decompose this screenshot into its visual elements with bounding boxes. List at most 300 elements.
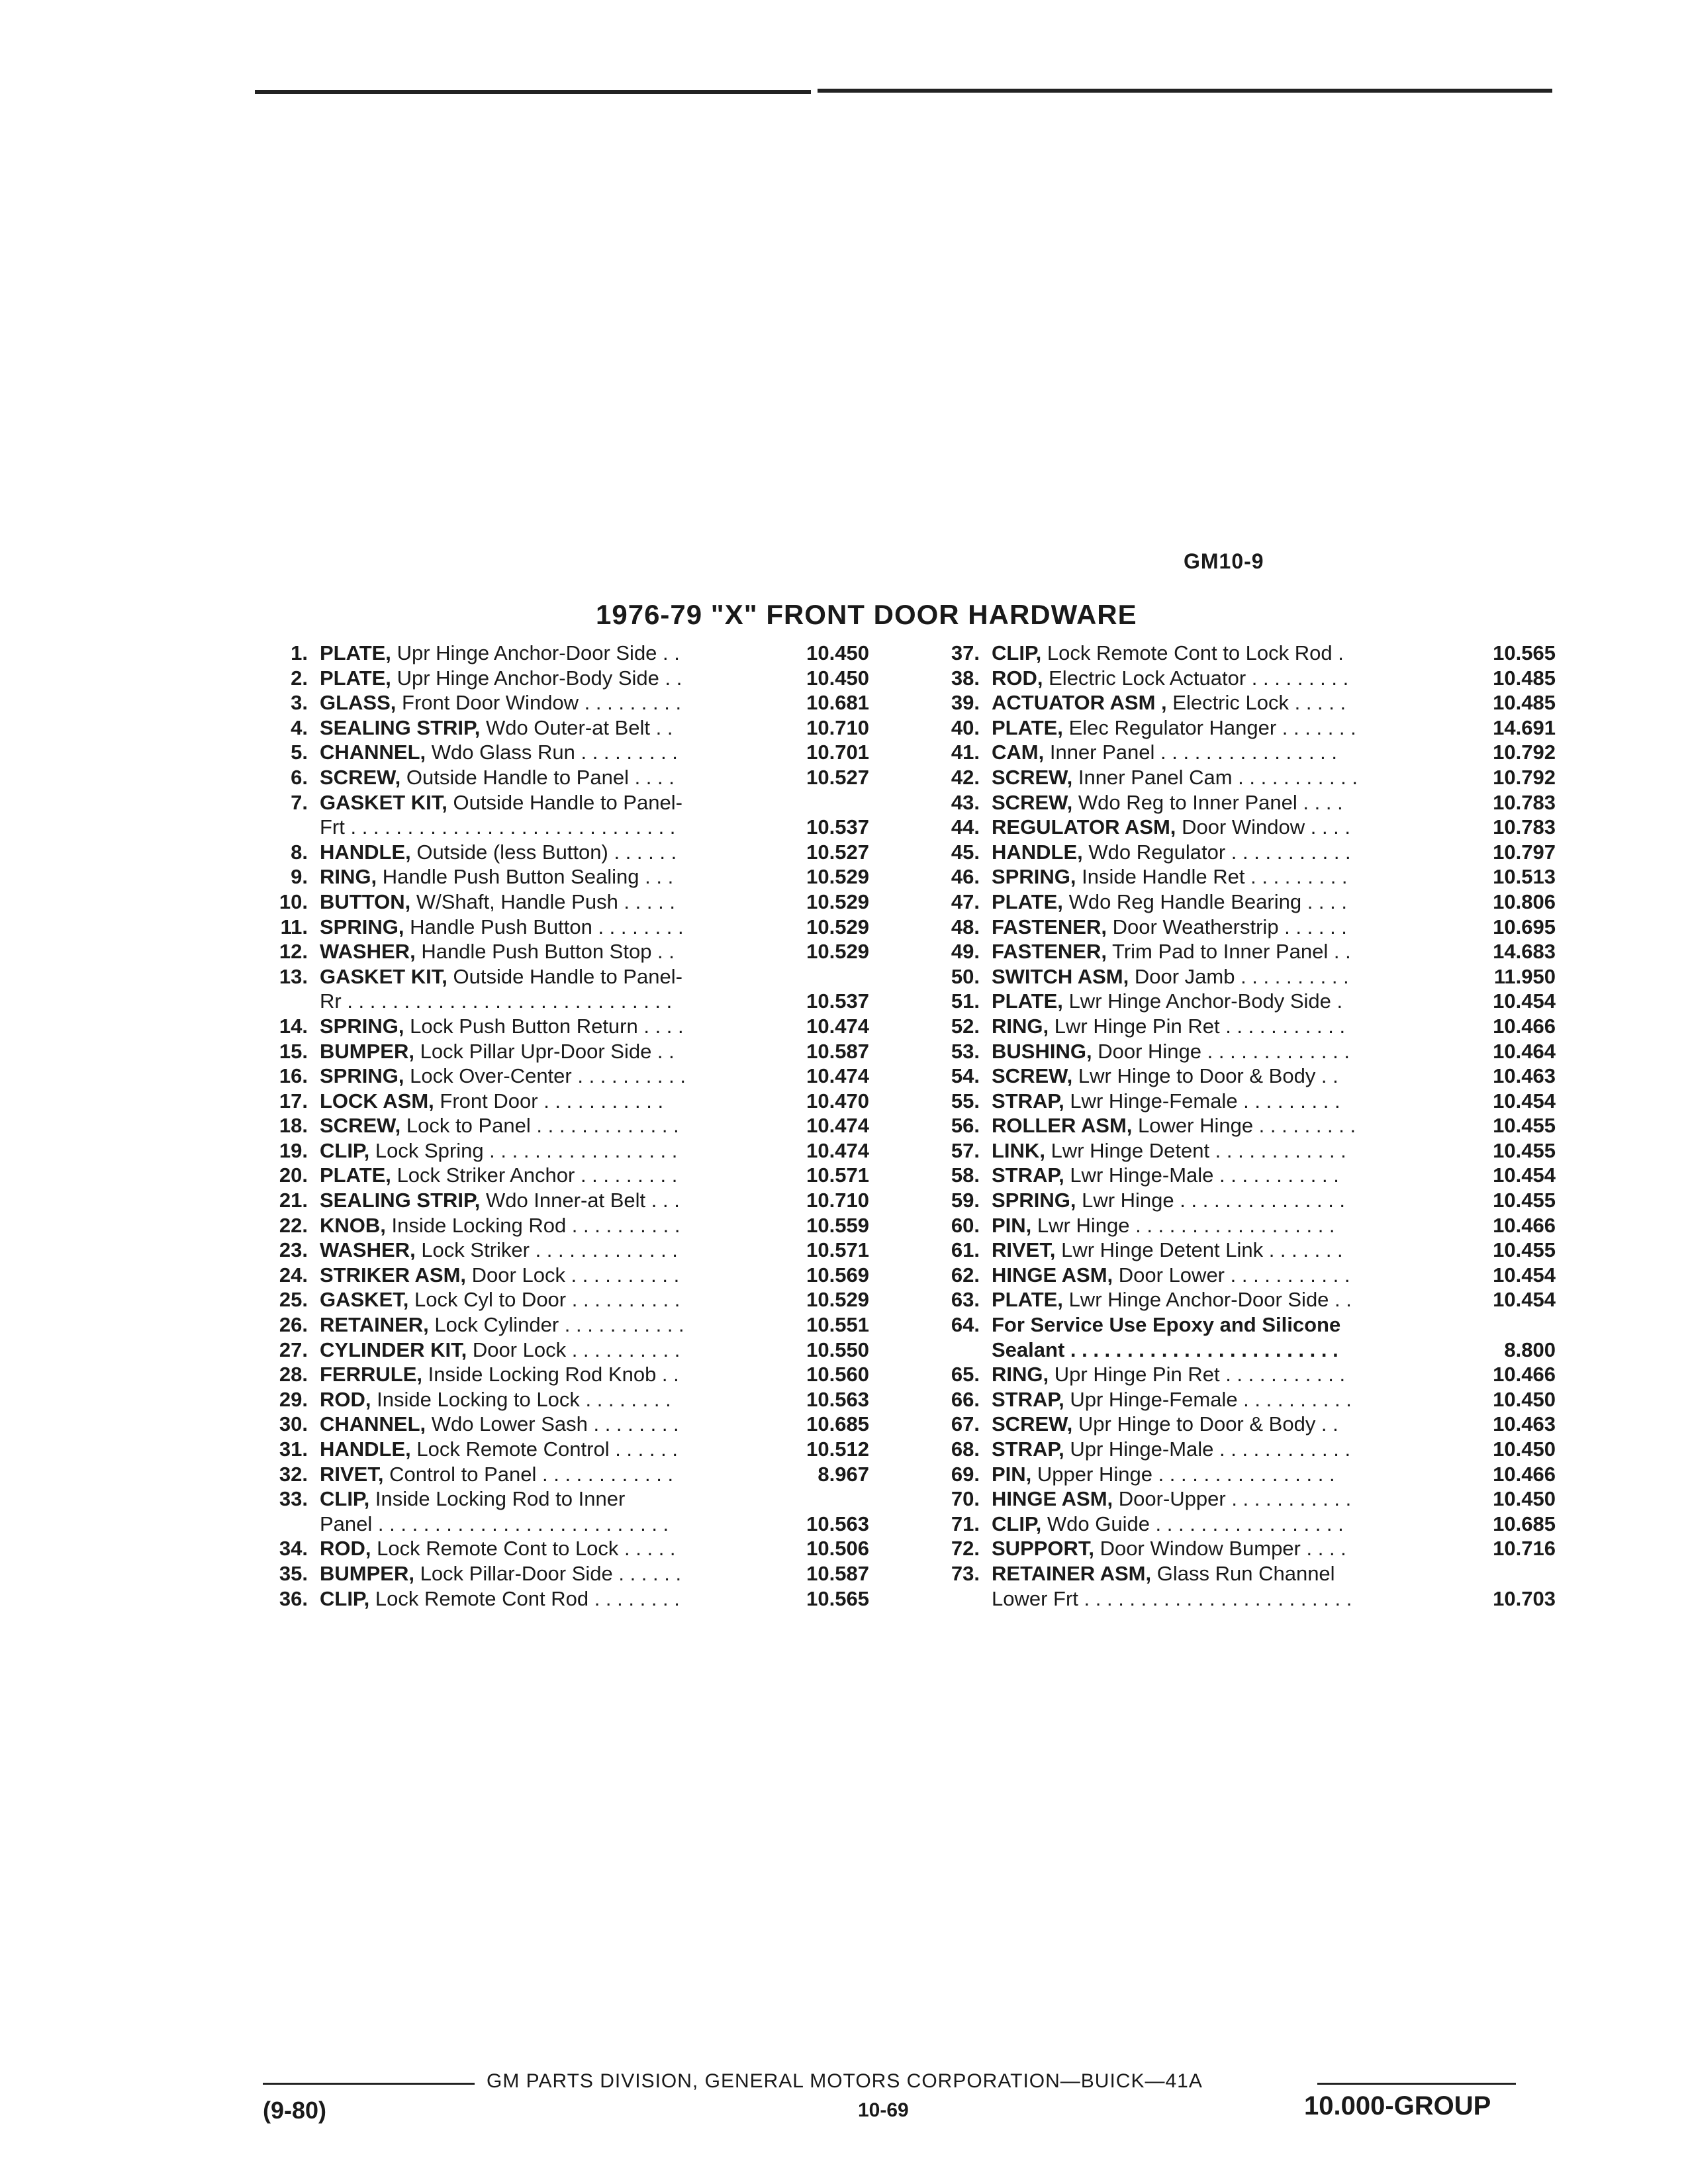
group-number: 10.797: [1493, 840, 1556, 864]
item-description: [992, 840, 1433, 865]
item-number: 21.: [279, 1189, 308, 1212]
parts-list-item: [927, 1138, 1556, 1163]
part-detail: Front Door . . . . . . . . . . .: [440, 1089, 664, 1113]
group-number: 10.455: [1493, 1138, 1556, 1162]
item-number: 22.: [279, 1213, 308, 1237]
part-detail: Outside Handle to Panel-: [453, 964, 682, 988]
parts-list-item: [927, 1064, 1556, 1089]
item-description: [992, 1213, 1433, 1238]
part-detail-continued: Sealant . . . . . . . . . . . . . . . . . . . . . . . .: [992, 1338, 1338, 1361]
footer-revision: (9-80): [263, 2097, 327, 2124]
part-name: STRAP,: [992, 1387, 1064, 1411]
item-number: 45.: [951, 840, 980, 864]
part-detail: Lwr Hinge . . . . . . . . . . . . . . .: [1082, 1189, 1346, 1212]
group-number: 10.466: [1493, 1462, 1556, 1486]
part-detail: Handle Push Button . . . . . . . .: [410, 915, 684, 938]
group-number: 8.967: [818, 1462, 869, 1486]
part-name: GASKET KIT,: [320, 964, 447, 988]
part-detail: Lock to Panel . . . . . . . . . . . . .: [406, 1114, 679, 1138]
group-number: 14.691: [1493, 715, 1556, 739]
part-detail: Inner Panel Cam . . . . . . . . . . .: [1078, 765, 1358, 789]
group-number: 10.466: [1493, 1014, 1556, 1038]
group-number: 10.806: [1493, 889, 1556, 913]
item-number: 47.: [951, 889, 980, 913]
group-number: 10.454: [1493, 1263, 1556, 1287]
part-detail: Lwr Hinge Detent . . . . . . . . . . . .: [1051, 1138, 1346, 1162]
parts-list-item: [255, 864, 874, 889]
item-number: 72.: [951, 1537, 980, 1561]
item-description: [320, 1387, 750, 1412]
parts-list-item: [255, 1089, 874, 1114]
parts-list-item: [255, 740, 874, 765]
parts-list-item: [255, 1586, 874, 1612]
part-name: BUMPER,: [320, 1561, 414, 1585]
part-name: SCREW,: [992, 765, 1073, 789]
group-number: 10.485: [1493, 666, 1556, 690]
parts-list-item: [255, 840, 874, 865]
group-number: 10.710: [806, 715, 869, 739]
item-number: 31.: [279, 1437, 308, 1461]
item-description: [320, 790, 750, 815]
parts-list-item: [927, 1561, 1556, 1586]
part-name: LINK,: [992, 1138, 1045, 1162]
item-description: [992, 1512, 1433, 1537]
part-name: SEALING STRIP,: [320, 715, 481, 739]
part-detail: Lwr Hinge Anchor-Door Side . .: [1068, 1288, 1352, 1312]
item-description: [992, 715, 1433, 741]
group-number: 10.587: [806, 1039, 869, 1063]
item-number: 69.: [951, 1462, 980, 1486]
parts-list-item: [927, 989, 1556, 1014]
part-name: SPRING,: [992, 1189, 1076, 1212]
page-title: 1976-79 "X" FRONT DOOR HARDWARE: [596, 599, 1137, 630]
part-name: ACTUATOR ASM ,: [992, 691, 1167, 715]
group-number: 10.710: [806, 1189, 869, 1212]
parts-list-left: [255, 641, 874, 1611]
parts-list-item: [255, 1561, 874, 1586]
part-name: ROD,: [992, 666, 1043, 690]
part-name: WASHER,: [320, 1238, 416, 1262]
part-name: PIN,: [992, 1213, 1032, 1237]
part-name: CLIP,: [992, 1512, 1042, 1535]
parts-list-item: [255, 1213, 874, 1238]
parts-list-item: [927, 864, 1556, 889]
group-number: 10.455: [1493, 1238, 1556, 1262]
item-number: 34.: [279, 1537, 308, 1561]
part-name: CLIP,: [992, 641, 1042, 664]
part-detail-continued: Lower Frt . . . . . . . . . . . . . . . . . . . . . . . .: [992, 1586, 1352, 1610]
item-number: 67.: [951, 1412, 980, 1436]
top-rule-left: [255, 90, 811, 94]
parts-list-item: [255, 1362, 874, 1387]
parts-list-item: [927, 1113, 1556, 1138]
part-detail: Upr Hinge to Door & Body . .: [1078, 1412, 1338, 1436]
part-name: PLATE,: [992, 989, 1063, 1013]
part-detail: Lock Pillar Upr-Door Side . .: [420, 1039, 675, 1063]
parts-list-item-continued: [255, 989, 874, 1014]
group-number: 10.529: [806, 865, 869, 889]
parts-list-item: [927, 1089, 1556, 1114]
part-name: RETAINER ASM,: [992, 1561, 1152, 1585]
item-number: 1.: [291, 641, 308, 664]
parts-list-item: [927, 1512, 1556, 1537]
part-detail: Door Lower . . . . . . . . . . .: [1118, 1263, 1350, 1287]
group-number: 10.529: [806, 1288, 869, 1312]
parts-list-item: [927, 939, 1556, 964]
part-name: PLATE,: [320, 641, 391, 664]
parts-list-item: [255, 1188, 874, 1213]
part-detail: Upr Hinge Pin Ret . . . . . . . . . . .: [1054, 1363, 1346, 1387]
group-number: 10.450: [1493, 1437, 1556, 1461]
item-description: [992, 939, 1433, 964]
parts-list-item: [927, 889, 1556, 915]
item-description: [320, 1188, 750, 1213]
parts-list-item: [255, 1263, 874, 1288]
part-name: RIVET,: [320, 1462, 384, 1486]
parts-list-item: [255, 1287, 874, 1312]
part-detail: Lwr Hinge Anchor-Body Side .: [1068, 989, 1343, 1013]
part-name: GASKET,: [320, 1288, 409, 1312]
item-number: 51.: [951, 989, 980, 1013]
item-description: [320, 690, 750, 715]
group-number: 10.565: [1493, 641, 1556, 664]
item-number: 19.: [279, 1138, 308, 1162]
group-number: 10.455: [1493, 1114, 1556, 1138]
group-number: 10.454: [1493, 1163, 1556, 1187]
item-description: [992, 690, 1433, 715]
part-name: CLIP,: [320, 1487, 370, 1511]
item-number: 65.: [951, 1363, 980, 1387]
item-number: 35.: [279, 1561, 308, 1585]
footer-publisher: GM PARTS DIVISION, GENERAL MOTORS CORPORATION—BUICK—41A: [487, 2070, 1203, 2092]
part-detail: Door-Upper . . . . . . . . . . .: [1118, 1487, 1352, 1511]
parts-list-item: [255, 1387, 874, 1412]
item-number: 17.: [279, 1089, 308, 1113]
group-number: 10.550: [806, 1338, 869, 1361]
part-detail: Elec Regulator Hanger . . . . . . .: [1068, 715, 1356, 739]
group-number: 10.537: [806, 989, 869, 1013]
item-description: [320, 1362, 750, 1387]
group-number: 10.485: [1493, 691, 1556, 715]
item-number: 39.: [951, 691, 980, 715]
part-detail: Electric Lock Actuator . . . . . . . . .: [1049, 666, 1349, 690]
part-detail: Glass Run Channel: [1156, 1561, 1335, 1585]
parts-list-item: [927, 1437, 1556, 1462]
item-number: 56.: [951, 1114, 980, 1138]
part-detail: Door Weatherstrip . . . . . .: [1112, 915, 1347, 938]
part-name: HANDLE,: [320, 1437, 411, 1461]
part-name: For Service Use Epoxy and Silicone: [992, 1313, 1341, 1337]
parts-list-item: [255, 641, 874, 666]
item-number: 62.: [951, 1263, 980, 1287]
part-name: KNOB,: [320, 1213, 386, 1237]
part-detail: Lock Over-Center . . . . . . . . . .: [410, 1064, 686, 1088]
figure-code: GM10-9: [1184, 549, 1264, 573]
group-number: 10.681: [806, 691, 869, 715]
item-description: [992, 1412, 1433, 1437]
item-description: [320, 715, 750, 741]
item-number: 37.: [951, 641, 980, 664]
part-name: STRAP,: [992, 1089, 1064, 1113]
part-detail: Door Window . . . .: [1182, 815, 1351, 839]
item-number: 4.: [291, 715, 308, 739]
item-number: 27.: [279, 1338, 308, 1361]
parts-list-item: [255, 1014, 874, 1039]
parts-list-item: [255, 790, 874, 815]
group-number: 10.463: [1493, 1064, 1556, 1088]
part-name: PIN,: [992, 1462, 1032, 1486]
part-name: RING,: [992, 1014, 1049, 1038]
item-number: 48.: [951, 915, 980, 938]
part-detail: Outside Handle to Panel-: [453, 790, 682, 814]
part-detail: Wdo Reg Handle Bearing . . . .: [1068, 889, 1347, 913]
group-number: 10.685: [806, 1412, 869, 1436]
part-detail-continued: Rr . . . . . . . . . . . . . . . . . . . . . . . . . . . . .: [320, 989, 673, 1013]
part-name: STRIKER ASM,: [320, 1263, 467, 1287]
group-number: 14.683: [1493, 940, 1556, 964]
part-detail: Lock Spring . . . . . . . . . . . . . . . . .: [375, 1138, 678, 1162]
item-number: 38.: [951, 666, 980, 690]
footer-rule-left: [263, 2083, 475, 2085]
item-description: [320, 840, 750, 865]
item-number: 2.: [291, 666, 308, 690]
item-number: 36.: [279, 1586, 308, 1610]
item-description: [992, 1362, 1433, 1387]
item-description: [320, 939, 750, 964]
parts-list-item-continued: [255, 1512, 874, 1537]
part-detail: Trim Pad to Inner Panel . .: [1112, 940, 1351, 964]
parts-list-item: [255, 1462, 874, 1487]
parts-list-item: [927, 790, 1556, 815]
part-detail: Door Lock . . . . . . . . . .: [471, 1263, 680, 1287]
part-detail: Lwr Hinge-Female . . . . . . . . .: [1070, 1089, 1340, 1113]
parts-list-item: [927, 690, 1556, 715]
parts-list-item: [927, 1238, 1556, 1263]
item-description: [992, 915, 1433, 940]
part-detail: Lock Push Button Return . . . .: [410, 1014, 684, 1038]
part-name: SWITCH ASM,: [992, 964, 1129, 988]
group-number: 10.455: [1493, 1189, 1556, 1212]
item-description: [992, 641, 1433, 666]
part-detail: Front Door Window . . . . . . . . .: [402, 691, 682, 715]
item-number: 42.: [951, 765, 980, 789]
parts-list-item: [927, 666, 1556, 691]
part-detail: Lock Pillar-Door Side . . . . . .: [420, 1561, 682, 1585]
item-description: [320, 1338, 750, 1363]
item-number: 73.: [951, 1561, 980, 1585]
part-name: CHANNEL,: [320, 741, 426, 764]
item-description: [992, 1138, 1433, 1163]
part-name: CLIP,: [320, 1138, 370, 1162]
item-number: 64.: [951, 1313, 980, 1337]
parts-list-item: [255, 690, 874, 715]
item-description: [992, 1188, 1433, 1213]
group-number: 10.571: [806, 1238, 869, 1262]
parts-list-item: [255, 1113, 874, 1138]
part-name: SPRING,: [320, 1064, 404, 1088]
item-number: 55.: [951, 1089, 980, 1113]
part-detail: W/Shaft, Handle Push . . . . .: [416, 889, 675, 913]
item-number: 50.: [951, 964, 980, 988]
part-detail: Wdo Inner-at Belt . . .: [485, 1189, 680, 1212]
group-number: 10.466: [1493, 1213, 1556, 1237]
parts-list-item: [927, 1039, 1556, 1064]
group-number: 10.529: [806, 940, 869, 964]
group-number: 10.792: [1493, 741, 1556, 764]
item-number: 49.: [951, 940, 980, 964]
item-number: 41.: [951, 741, 980, 764]
parts-list-item: [255, 765, 874, 790]
item-number: 12.: [279, 940, 308, 964]
item-description: [320, 1163, 750, 1188]
part-name: SCREW,: [992, 1064, 1073, 1088]
item-number: 63.: [951, 1288, 980, 1312]
parts-list-item: [927, 740, 1556, 765]
part-detail: Inner Panel . . . . . . . . . . . . . . . .: [1049, 741, 1338, 764]
group-number: 10.559: [806, 1213, 869, 1237]
item-number: 60.: [951, 1213, 980, 1237]
part-detail: Lwr Hinge Pin Ret . . . . . . . . . . .: [1054, 1014, 1346, 1038]
item-number: 20.: [279, 1163, 308, 1187]
part-detail: Outside (less Button) . . . . . .: [416, 840, 677, 864]
part-detail: Wdo Glass Run . . . . . . . . .: [431, 741, 678, 764]
item-number: 46.: [951, 865, 980, 889]
item-number: 9.: [291, 865, 308, 889]
item-number: 68.: [951, 1437, 980, 1461]
item-number: 16.: [279, 1064, 308, 1088]
part-name: LOCK ASM,: [320, 1089, 434, 1113]
group-number: 10.474: [806, 1064, 869, 1088]
parts-list-item: [255, 964, 874, 989]
item-description: [320, 740, 750, 765]
item-number: 8.: [291, 840, 308, 864]
group-number: 10.792: [1493, 765, 1556, 789]
item-description: [320, 1138, 750, 1163]
parts-list-item: [255, 666, 874, 691]
part-detail-continued: Frt . . . . . . . . . . . . . . . . . . . . . . . . . . . . .: [320, 815, 676, 839]
group-number: 10.450: [1493, 1387, 1556, 1411]
item-number: 33.: [279, 1487, 308, 1511]
group-number: 10.569: [806, 1263, 869, 1287]
item-number: 26.: [279, 1313, 308, 1337]
item-description: [992, 666, 1433, 691]
parts-list-item: [255, 1437, 874, 1462]
part-name: STRAP,: [992, 1163, 1064, 1187]
group-number: 10.529: [806, 915, 869, 938]
part-detail: Lock Cylinder . . . . . . . . . . .: [434, 1313, 684, 1337]
part-name: FERRULE,: [320, 1363, 422, 1387]
item-description: [992, 964, 1433, 989]
group-number: 10.537: [806, 815, 869, 839]
item-number: 53.: [951, 1039, 980, 1063]
group-number: 10.783: [1493, 815, 1556, 839]
parts-list-item-continued: [255, 815, 874, 840]
group-number: 10.529: [806, 889, 869, 913]
part-name: RING,: [992, 1363, 1049, 1387]
item-description: [992, 1437, 1433, 1462]
part-detail: Inside Locking Rod . . . . . . . . . .: [391, 1213, 680, 1237]
part-detail: Lock Remote Control . . . . . .: [416, 1437, 678, 1461]
part-name: ROD,: [320, 1387, 371, 1411]
group-number: 10.560: [806, 1363, 869, 1387]
part-name: PLATE,: [320, 1163, 391, 1187]
part-name: SPRING,: [992, 865, 1076, 889]
group-number: 8.800: [1504, 1338, 1556, 1361]
part-name: HANDLE,: [992, 840, 1083, 864]
item-description: [320, 1312, 750, 1338]
part-detail: Wdo Lower Sash . . . . . . . .: [431, 1412, 679, 1436]
group-number: 10.474: [806, 1114, 869, 1138]
item-number: 6.: [291, 765, 308, 789]
item-number: 59.: [951, 1189, 980, 1212]
parts-list-item: [927, 1362, 1556, 1387]
item-number: 3.: [291, 691, 308, 715]
part-detail: Upr Hinge Anchor-Body Side . .: [397, 666, 682, 690]
item-number: 18.: [279, 1114, 308, 1138]
group-number: 10.703: [1493, 1586, 1556, 1610]
part-name: SCREW,: [992, 790, 1073, 814]
part-name: HINGE ASM,: [992, 1487, 1113, 1511]
part-detail-continued: Panel . . . . . . . . . . . . . . . . . . . . . . . . . .: [320, 1512, 669, 1535]
group-number: 10.587: [806, 1561, 869, 1585]
parts-list-item: [927, 641, 1556, 666]
part-name: FASTENER,: [992, 940, 1107, 964]
part-detail: Inside Locking Rod to Inner: [375, 1487, 626, 1511]
parts-list-item: [255, 715, 874, 741]
part-detail: Upr Hinge Anchor-Door Side . .: [397, 641, 680, 664]
part-detail: Door Window Bumper . . . .: [1100, 1537, 1346, 1561]
group-number: 10.512: [806, 1437, 869, 1461]
item-description: [320, 1536, 750, 1561]
group-number: 10.470: [806, 1089, 869, 1113]
part-detail: Door Jamb . . . . . . . . . .: [1134, 964, 1349, 988]
part-name: SCREW,: [992, 1412, 1073, 1436]
part-name: CLIP,: [320, 1586, 370, 1610]
part-detail: Inside Locking Rod Knob . .: [428, 1363, 679, 1387]
item-description: [992, 1089, 1433, 1114]
part-detail: Lock Striker Anchor . . . . . . . . .: [397, 1163, 678, 1187]
item-number: 44.: [951, 815, 980, 839]
group-number: 10.716: [1493, 1537, 1556, 1561]
group-number: 10.571: [806, 1163, 869, 1187]
item-description: [320, 1287, 750, 1312]
part-name: ROD,: [320, 1537, 371, 1561]
parts-list-item: [255, 1163, 874, 1188]
part-name: SPRING,: [320, 915, 404, 938]
item-description: [320, 915, 750, 940]
part-name: BUTTON,: [320, 889, 411, 913]
parts-list-item: [927, 1387, 1556, 1412]
part-detail: Lock Cyl to Door . . . . . . . . . .: [414, 1288, 680, 1312]
part-name: SEALING STRIP,: [320, 1189, 481, 1212]
part-name: HANDLE,: [320, 840, 411, 864]
item-description: [320, 1561, 750, 1586]
item-number: 24.: [279, 1263, 308, 1287]
item-number: 66.: [951, 1387, 980, 1411]
item-description: [320, 1586, 750, 1612]
group-number: 10.450: [1493, 1487, 1556, 1511]
part-name: GASKET KIT,: [320, 790, 447, 814]
item-description: [320, 864, 750, 889]
parts-list-item: [255, 1064, 874, 1089]
part-name: SPRING,: [320, 1014, 404, 1038]
group-number: 10.506: [806, 1537, 869, 1561]
part-name: RIVET,: [992, 1238, 1056, 1262]
item-description: [992, 1039, 1433, 1064]
part-name: PLATE,: [992, 1288, 1063, 1312]
part-detail: Handle Push Button Sealing . . .: [382, 865, 674, 889]
part-name: RING,: [320, 865, 377, 889]
